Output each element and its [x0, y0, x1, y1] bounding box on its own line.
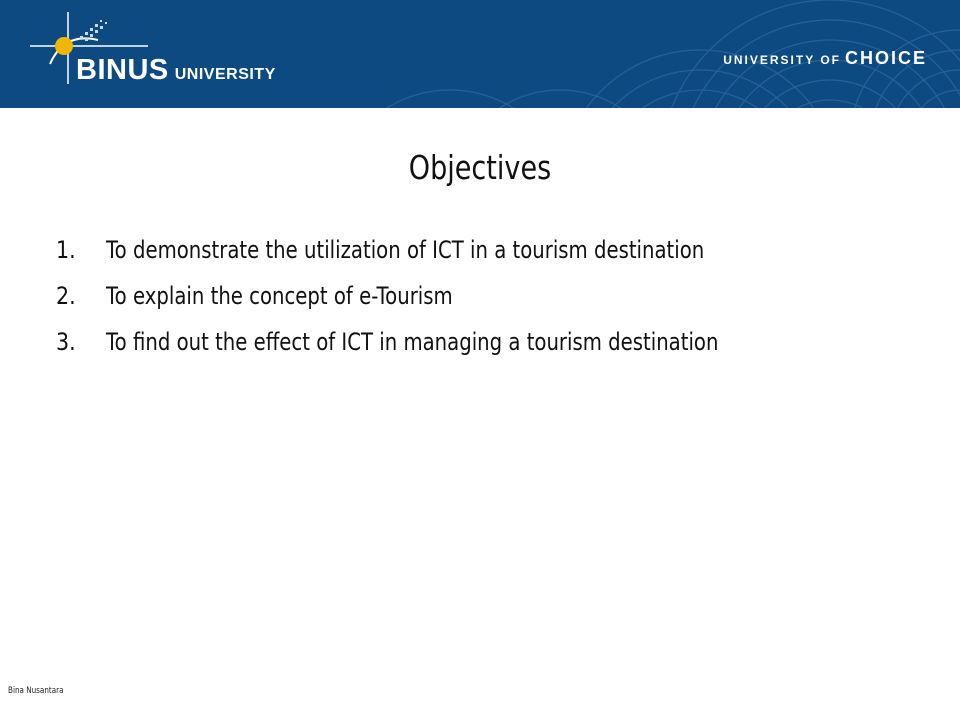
- header-banner: [0, 0, 960, 108]
- tagline-main: CHOICE: [844, 48, 927, 68]
- objectives-list: [56, 236, 936, 374]
- objective-text: To find out the effect of ICT in managing a tourism destination: [106, 328, 719, 356]
- tagline: [723, 48, 927, 69]
- tagline-pre: UNIVERSITY OF: [723, 53, 841, 67]
- objective-item: [56, 282, 936, 328]
- objective-number: 2.: [56, 282, 76, 310]
- objective-text: To demonstrate the utilization of ICT in a tourism destination: [106, 236, 705, 264]
- objective-text: To explain the concept of e-Tourism: [106, 282, 453, 310]
- objective-item: [56, 236, 936, 282]
- footer-text: Bina Nusantara: [8, 686, 64, 696]
- objective-number: 1.: [56, 236, 76, 264]
- objective-item: [56, 328, 936, 374]
- brand-wordmark: [76, 54, 276, 87]
- objective-number: 3.: [56, 328, 76, 356]
- slide-title: Objectives: [408, 148, 552, 187]
- brand-main: BINUS: [76, 54, 169, 86]
- brand-sub: UNIVERSITY: [174, 66, 276, 83]
